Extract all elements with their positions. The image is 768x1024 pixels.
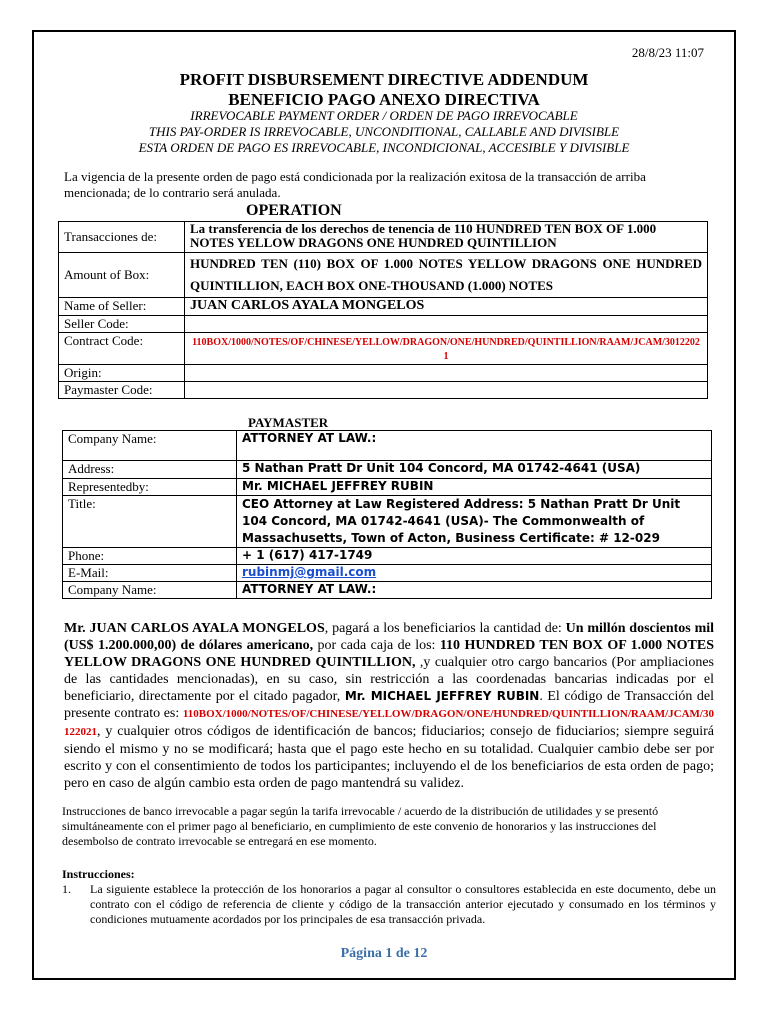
- intro-paragraph: La vigencia de la presente orden de pago está condicionada por la realización exitosa de la transacción de arriba mencionada; de lo contrario será anulada.: [64, 169, 646, 200]
- label-amount: Amount of Box:: [59, 253, 185, 298]
- label-company-2: Company Name:: [63, 582, 237, 599]
- operation-table: [58, 221, 708, 399]
- label-phone: Phone:: [63, 548, 237, 565]
- instruction-item-1: 1. La siguiente establece la protección de los honorarios a pagar al consultor o consultores establecida en este documento, debe un contrato con el código de referencia de cliente y código de la transacción anterior ejecutado y consumado en los términos y condiciones mutuamente acordados por los principales de esa transacción privada.: [62, 882, 716, 926]
- value-contract-code: 110BOX/1000/NOTES/OF/CHINESE/YELLOW/DRAGON/ONE/HUNDRED/QUINTILLION/RAAM/JCAM/30122021: [185, 333, 708, 365]
- paymaster-heading: PAYMASTER: [248, 415, 329, 430]
- value-transacciones: La transferencia de los derechos de tenencia de 110 HUNDRED TEN BOX OF 1.000 NOTES YELLOW DRAGONS ONE HUNDRED QUINTILLION: [185, 222, 708, 253]
- label-transacciones: Transacciones de:: [59, 222, 185, 253]
- value-address: 5 Nathan Pratt Dr Unit 104 Concord, MA 01742-4641 (USA): [237, 461, 712, 479]
- value-title: CEO Attorney at Law Registered Address: 5 Nathan Pratt Dr Unit 104 Concord, MA 01742-4641 (USA)- The Commonwealth of Massachusetts, Town of Acton, Business Certificate: # 12-029: [237, 496, 712, 548]
- paymaster-table: [62, 430, 712, 599]
- timestamp: 28/8/23 11:07: [631, 45, 704, 60]
- label-company: Company Name:: [63, 431, 237, 461]
- value-seller-code: [185, 316, 708, 333]
- label-represented: Representedby:: [63, 479, 237, 496]
- value-company: ATTORNEY AT LAW.:: [237, 431, 712, 461]
- value-seller-name: JUAN CARLOS AYALA MONGELOS: [185, 298, 708, 316]
- instructions-heading: Instrucciones:: [62, 867, 135, 881]
- label-title: Title:: [63, 496, 237, 548]
- title-en: PROFIT DISBURSEMENT DIRECTIVE ADDENDUM: [179, 70, 589, 89]
- subtitle-1: IRREVOCABLE PAYMENT ORDER / ORDEN DE PAGO IRREVOCABLE: [190, 108, 578, 123]
- main-paragraph: Mr. JUAN CARLOS AYALA MONGELOS, pagará a los beneficiarios la cantidad de: Un millón doscientos mil (US$ 1.200.000,00) de dólares americano, por cada caja de los: 110 HUNDRED TEN BOX OF 1.000 NOTES YELLOW DRAGONS ONE HUNDRED QUINTILLION, ,y cualquier otro cargo bancarios (Por ampliaciones de las cantidades mencionadas), en su caso, sin restricción a las coordenadas bancarias indicadas por el beneficiario, directamente por el citado pagador, Mr. MICHAEL JEFFREY RUBIN. El código de Transacción del presente contrato es: 110BOX/1000/NOTES/OF/CHINESE/YELLOW/DRAGON/ONE/HUNDRED/QUINTILLION/RAAM/JCAM/30122021, y cualquier otros códigos de identificación de bancos; fiduciarios; consejo de fiduciarios; siempre seguirá siendo el mismo y no se modificará; hasta que el pago este hecho en su totalidad. Cualquier cambio debe ser por escrito y con el consentimiento de todos los participantes; incluyendo el de los beneficiarios de esta orden de pago; pero en caso de algún cambio esta orden de pago mantendrá su validez.: [64, 621, 715, 791]
- value-origin: [185, 365, 708, 382]
- title-es: BENEFICIO PAGO ANEXO DIRECTIVA: [228, 90, 540, 109]
- value-represented: Mr. MICHAEL JEFFREY RUBIN: [237, 479, 712, 496]
- label-email: E-Mail:: [63, 565, 237, 582]
- value-company-2: ATTORNEY AT LAW.:: [237, 582, 712, 599]
- value-amount: HUNDRED TEN (110) BOX OF 1.000 NOTES YELLOW DRAGONS ONE HUNDRED QUINTILLION, EACH BOX ONE-THOUSAND (1.000) NOTES: [185, 253, 708, 298]
- label-address: Address:: [63, 461, 237, 479]
- value-phone: + 1 (617) 417-1749: [237, 548, 712, 565]
- label-contract-code: Contract Code:: [59, 333, 185, 365]
- page-number: Página 1 de 12: [340, 946, 428, 961]
- subtitle-2: THIS PAY-ORDER IS IRREVOCABLE, UNCONDITIONAL, CALLABLE AND DIVISIBLE: [148, 124, 620, 139]
- operation-heading: OPERATION: [246, 202, 342, 219]
- email-link[interactable]: rubinmj@gmail.com: [237, 565, 712, 582]
- label-seller-code: Seller Code:: [59, 316, 185, 333]
- value-paymaster-code: [185, 382, 708, 399]
- bank-instructions: Instrucciones de banco irrevocable a pagar según la tarifa irrevocable / acuerdo de la distribución de utilidades y se presentó simultáneamente con el primer pago al beneficiario, en cumplimiento de este convenio de honorarios y las instrucciones del desembolso de contrato irrevocable se entregará en ese momento.: [62, 804, 659, 848]
- label-seller-name: Name of Seller:: [59, 298, 185, 316]
- label-paymaster-code: Paymaster Code:: [59, 382, 185, 399]
- subtitle-3: ESTA ORDEN DE PAGO ES IRREVOCABLE, INCONDICIONAL, ACCESIBLE Y DIVISIBLE: [138, 140, 630, 155]
- label-origin: Origin:: [59, 365, 185, 382]
